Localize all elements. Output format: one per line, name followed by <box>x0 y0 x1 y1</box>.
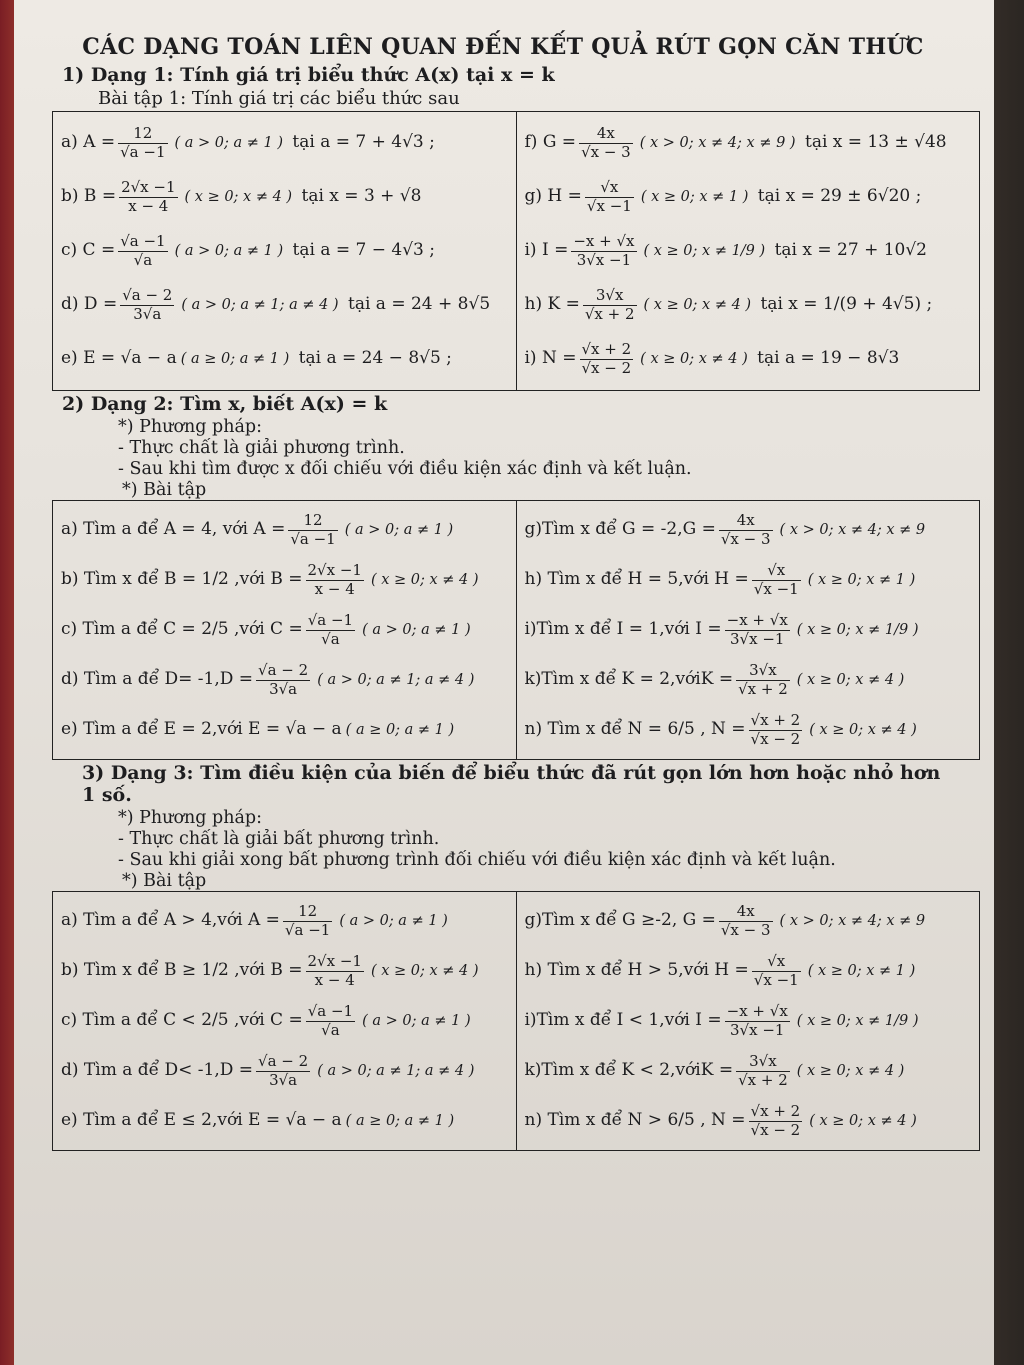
item-prefix: e) E = √a − a <box>61 348 177 369</box>
worksheet-paper <box>14 0 994 1365</box>
fraction-numerator: √a − 2 <box>258 1052 309 1071</box>
exercise-item <box>61 555 508 605</box>
section-2-method-line: - Sau khi tìm được x đối chiếu với điều kiện xác định và kết luận. <box>118 459 692 479</box>
exercise-item <box>525 224 972 278</box>
item-prefix: k)Tìm x để K = 2,vớiK = <box>524 669 734 690</box>
item-prefix: g) H = <box>524 186 582 207</box>
fraction-denominator: √a <box>133 250 153 269</box>
domain-condition: ( x ≥ 0; x ≠ 4 ) <box>640 350 748 367</box>
domain-condition: ( x ≥ 0; x ≠ 1/9 ) <box>796 1012 919 1029</box>
fraction-denominator: √x − 3 <box>720 920 771 939</box>
domain-condition: ( a > 0; a ≠ 1; a ≠ 4 ) <box>181 296 339 313</box>
fraction <box>725 612 790 648</box>
fraction-numerator: −x + √x <box>726 1002 788 1021</box>
item-prefix: c) Tìm a để C = 2/5 ,với C = <box>61 619 303 640</box>
fraction-denominator: √a −1 <box>120 142 166 161</box>
domain-condition: ( a ≥ 0; a ≠ 1 ) <box>180 350 290 367</box>
item-prefix: k)Tìm x để K < 2,vớiK = <box>524 1060 734 1081</box>
item-value-clause: tại a = 7 − 4√3 ; <box>287 240 435 261</box>
domain-condition: ( a ≥ 0; a ≠ 1 ) <box>345 721 455 738</box>
fraction-denominator: √x + 2 <box>738 1070 788 1089</box>
section-1-exercise-label: Bài tập 1: Tính giá trị các biểu thức sau <box>98 88 460 109</box>
exercise-item <box>525 1096 972 1146</box>
item-value-clause: tại a = 19 − 8√3 <box>751 348 900 369</box>
domain-condition: ( x ≥ 0; x ≠ 4 ) <box>370 962 479 979</box>
domain-condition: ( x ≥ 0; x ≠ 1/9 ) <box>643 242 766 259</box>
fraction <box>118 233 167 269</box>
item-value-clause: tại a = 24 − 8√5 ; <box>293 348 452 369</box>
domain-condition: ( x ≥ 0; x ≠ 1 ) <box>640 188 749 205</box>
domain-condition: ( a > 0; a ≠ 1 ) <box>362 1012 471 1029</box>
fraction-numerator: √x + 2 <box>581 340 632 359</box>
item-prefix: i)Tìm x để I < 1,với I = <box>524 1010 722 1031</box>
fraction <box>118 125 167 161</box>
fraction <box>719 512 773 548</box>
domain-condition: ( a ≥ 0; a ≠ 1 ) <box>345 1112 455 1129</box>
fraction <box>283 903 332 939</box>
fraction-numerator: 3√x <box>736 1053 790 1071</box>
exercise-item <box>525 555 972 605</box>
exercise-item <box>525 655 972 705</box>
fraction-denominator: √x − 2 <box>750 729 801 748</box>
item-prefix: b) Tìm x để B = 1/2 ,với B = <box>61 569 303 590</box>
section-2-heading: 2) Dạng 2: Tìm x, biết A(x) = k <box>62 393 388 415</box>
fraction-numerator: 2√x −1 <box>121 178 176 197</box>
fraction-numerator: 12 <box>283 903 332 921</box>
item-value-clause: tại a = 7 + 4√3 ; <box>287 132 435 153</box>
domain-condition: ( x > 0; x ≠ 4; x ≠ 9 <box>779 521 926 538</box>
fraction-denominator: √x −1 <box>586 196 632 215</box>
fraction-denominator: √a <box>321 1020 340 1039</box>
fraction-denominator: x − 4 <box>314 970 355 989</box>
fraction-denominator: √x − 3 <box>581 142 631 161</box>
fraction <box>256 1053 310 1089</box>
fraction-numerator: √a − 2 <box>122 286 173 305</box>
fraction-numerator: 3√x <box>736 662 790 680</box>
fraction <box>306 612 355 648</box>
section-3-left-column <box>53 892 517 1151</box>
item-prefix: a) A = <box>61 132 116 153</box>
exercise-item <box>525 705 972 755</box>
item-prefix: g)Tìm x để G = -2,G = <box>524 519 716 540</box>
item-prefix: b) Tìm x để B ≥ 1/2 ,với B = <box>61 960 303 981</box>
section-1-right-column <box>516 112 980 391</box>
page-title: CÁC DẠNG TOÁN LIÊN QUAN ĐẾN KẾT QUẢ RÚT GỌN CĂN THỨC <box>82 34 924 60</box>
exercise-item <box>61 896 508 946</box>
domain-condition: ( x > 0; x ≠ 4; x ≠ 9 ) <box>639 134 796 151</box>
fraction <box>585 179 634 215</box>
exercise-item <box>525 996 972 1046</box>
domain-condition: ( x ≥ 0; x ≠ 1/9 ) <box>796 621 919 638</box>
fraction <box>752 562 801 598</box>
fraction-numerator: √x <box>585 179 634 197</box>
fraction <box>719 903 773 939</box>
item-value-clause: tại x = 1/(9 + 4√5) ; <box>755 294 933 315</box>
domain-condition: ( a > 0; a ≠ 1 ) <box>344 521 454 538</box>
fraction-numerator: √a −1 <box>307 1002 354 1021</box>
item-prefix: i) N = <box>524 348 577 369</box>
domain-condition: ( a > 0; a ≠ 1 ) <box>174 134 284 151</box>
fraction <box>306 953 364 989</box>
exercise-item <box>61 946 508 996</box>
domain-condition: ( x ≥ 0; x ≠ 4 ) <box>184 188 293 205</box>
item-prefix: d) D = <box>61 294 118 315</box>
item-prefix: n) Tìm x để N = 6/5 , N = <box>524 719 746 740</box>
item-prefix: n) Tìm x để N > 6/5 , N = <box>524 1110 746 1131</box>
fraction-numerator: 3√x <box>583 287 637 305</box>
item-prefix: i)Tìm x để I = 1,với I = <box>524 619 722 640</box>
fraction-numerator: √x + 2 <box>750 1102 801 1121</box>
fraction-denominator: √x −1 <box>753 970 799 989</box>
section-3-heading: 3) Dạng 3: Tìm điều kiện của biến để biểu thức đã rút gọn lớn hơn hoặc nhỏ hơn 1 số. <box>82 762 941 806</box>
exercise-item <box>61 224 508 278</box>
exercise-item <box>61 655 508 705</box>
domain-condition: ( x ≥ 0; x ≠ 1 ) <box>807 571 916 588</box>
fraction-denominator: √a −1 <box>284 920 331 939</box>
fraction-numerator: √x + 2 <box>750 711 801 730</box>
fraction <box>579 125 633 161</box>
fraction-numerator: 12 <box>288 512 337 530</box>
domain-condition: ( a > 0; a ≠ 1 ) <box>362 621 471 638</box>
section-2-table <box>52 500 980 760</box>
domain-condition: ( x ≥ 0; x ≠ 4 ) <box>370 571 479 588</box>
item-value-clause: tại x = 3 + √8 <box>296 186 422 207</box>
item-value-clause: tại x = 27 + 10√2 <box>769 240 928 261</box>
item-prefix: e) Tìm a để E ≤ 2,với E = √a − a <box>61 1110 342 1131</box>
section-2-left-column <box>53 501 517 760</box>
exercise-item <box>525 278 972 332</box>
item-prefix: b) B = <box>61 186 117 207</box>
fraction-denominator: √x −1 <box>753 579 799 598</box>
fraction <box>583 287 637 323</box>
exercise-item <box>525 1046 972 1096</box>
fraction-denominator: 3√a <box>133 304 162 323</box>
fraction-numerator: √a − 2 <box>258 661 309 680</box>
item-prefix: g)Tìm x để G ≥-2, G = <box>524 910 716 931</box>
fraction <box>725 1003 790 1039</box>
fraction <box>571 233 636 269</box>
fraction-numerator: √x <box>752 562 801 580</box>
fraction-denominator: x − 4 <box>128 196 169 215</box>
fraction-denominator: √x + 2 <box>738 679 788 698</box>
exercise-item <box>61 605 508 655</box>
fraction-numerator: √x <box>752 953 801 971</box>
item-prefix: d) Tìm a để D< -1,D = <box>61 1060 254 1081</box>
section-3-right-column <box>516 892 980 1151</box>
fraction-numerator: 4x <box>719 903 773 921</box>
exercise-item <box>525 505 972 555</box>
item-prefix: h) Tìm x để H > 5,với H = <box>524 960 749 981</box>
fraction <box>256 662 310 698</box>
exercise-item <box>525 946 972 996</box>
fraction-numerator: −x + √x <box>726 611 788 630</box>
exercise-item <box>525 332 972 386</box>
section-1-table <box>52 111 980 391</box>
fraction-denominator: √x − 3 <box>720 529 771 548</box>
section-2-right-column <box>516 501 980 760</box>
section-1-left-column <box>53 112 517 391</box>
exercise-item <box>61 1096 508 1146</box>
fraction-numerator: 2√x −1 <box>307 561 362 580</box>
fraction <box>752 953 801 989</box>
item-prefix: a) Tìm a để A = 4, với A = <box>61 519 286 540</box>
exercise-item <box>525 170 972 224</box>
exercise-item <box>61 116 508 170</box>
fraction-numerator: √a −1 <box>120 232 166 251</box>
section-3-method-label: *) Phương pháp: <box>118 808 263 828</box>
fraction-denominator: x − 4 <box>314 579 355 598</box>
item-prefix: f) G = <box>524 132 577 153</box>
fraction-denominator: 3√x −1 <box>729 1020 785 1039</box>
domain-condition: ( x ≥ 0; x ≠ 1 ) <box>807 962 916 979</box>
item-prefix: h) K = <box>524 294 580 315</box>
exercise-item <box>61 170 508 224</box>
item-prefix: a) Tìm a để A > 4,với A = <box>61 910 280 931</box>
fraction <box>749 1103 803 1139</box>
fraction <box>288 512 337 548</box>
fraction <box>580 341 634 377</box>
section-3-method-line: - Thực chất là giải bất phương trình. <box>118 829 440 849</box>
section-3-method-line: - Sau khi giải xong bất phương trình đối chiếu với điều kiện xác định và kết luận. <box>118 850 836 870</box>
item-prefix: h) Tìm x để H = 5,với H = <box>524 569 749 590</box>
exercise-item <box>61 278 508 332</box>
item-prefix: i) I = <box>524 240 569 261</box>
section-3-table <box>52 891 980 1151</box>
item-value-clause: tại x = 29 ± 6√20 ; <box>752 186 922 207</box>
fraction-denominator: √x + 2 <box>584 304 635 323</box>
domain-condition: ( a > 0; a ≠ 1; a ≠ 4 ) <box>317 1062 475 1079</box>
fraction <box>306 562 364 598</box>
fraction-denominator: 3√a <box>269 1070 298 1089</box>
item-prefix: c) Tìm a để C < 2/5 ,với C = <box>61 1010 303 1031</box>
domain-condition: ( a > 0; a ≠ 1 ) <box>339 912 448 929</box>
fraction <box>749 712 803 748</box>
exercise-item <box>61 996 508 1046</box>
fraction <box>119 179 177 215</box>
domain-condition: ( x ≥ 0; x ≠ 4 ) <box>809 1112 917 1129</box>
exercise-item <box>525 605 972 655</box>
fraction-denominator: 3√x −1 <box>729 629 785 648</box>
fraction-numerator: 4x <box>719 512 773 530</box>
fraction-numerator: 12 <box>118 125 167 143</box>
section-2-exercise-label: *) Bài tập <box>122 480 207 500</box>
section-1-heading: 1) Dạng 1: Tính giá trị biểu thức A(x) tại x = k <box>62 64 555 86</box>
domain-condition: ( a > 0; a ≠ 1; a ≠ 4 ) <box>317 671 475 688</box>
fraction-denominator: √x − 2 <box>750 1120 801 1139</box>
item-prefix: d) Tìm a để D= -1,D = <box>61 669 254 690</box>
domain-condition: ( x ≥ 0; x ≠ 4 ) <box>809 721 917 738</box>
domain-condition: ( x ≥ 0; x ≠ 4 ) <box>796 671 905 688</box>
section-2-method-line: - Thực chất là giải phương trình. <box>118 438 405 458</box>
domain-condition: ( x ≥ 0; x ≠ 4 ) <box>643 296 752 313</box>
section-2-method-label: *) Phương pháp: <box>118 417 263 437</box>
exercise-item <box>61 705 508 755</box>
fraction-numerator: −x + √x <box>573 232 635 251</box>
fraction-denominator: √a −1 <box>290 529 336 548</box>
domain-condition: ( a > 0; a ≠ 1 ) <box>174 242 284 259</box>
item-value-clause: tại a = 24 + 8√5 <box>342 294 491 315</box>
domain-condition: ( x ≥ 0; x ≠ 4 ) <box>796 1062 905 1079</box>
fraction-numerator: 4x <box>579 125 633 143</box>
fraction <box>736 662 790 698</box>
exercise-item <box>61 505 508 555</box>
fraction-numerator: 2√x −1 <box>307 952 362 971</box>
item-prefix: c) C = <box>61 240 116 261</box>
fraction-denominator: √a <box>321 629 340 648</box>
fraction <box>306 1003 355 1039</box>
exercise-item <box>525 116 972 170</box>
fraction-numerator: √a −1 <box>307 611 354 630</box>
item-value-clause: tại x = 13 ± √48 <box>799 132 947 153</box>
fraction-denominator: 3√x −1 <box>576 250 632 269</box>
exercise-item <box>61 332 508 386</box>
item-prefix: e) Tìm a để E = 2,với E = √a − a <box>61 719 342 740</box>
domain-condition: ( x > 0; x ≠ 4; x ≠ 9 <box>779 912 926 929</box>
section-3-exercise-label: *) Bài tập <box>122 871 207 891</box>
exercise-item <box>525 896 972 946</box>
fraction-denominator: 3√a <box>269 679 298 698</box>
fraction-denominator: √x − 2 <box>581 358 632 377</box>
fraction <box>120 287 174 323</box>
exercise-item <box>61 1046 508 1096</box>
fraction <box>736 1053 790 1089</box>
